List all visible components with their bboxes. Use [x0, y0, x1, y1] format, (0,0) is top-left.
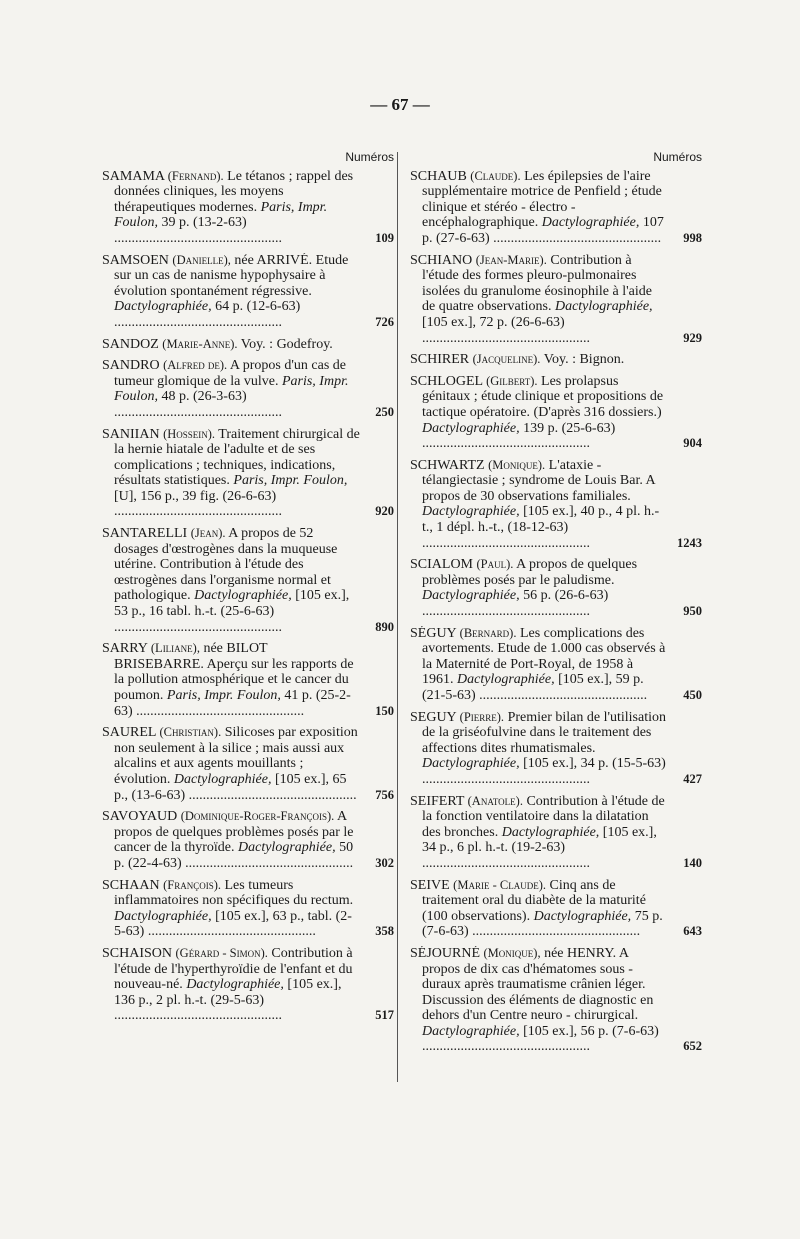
leader-dots [189, 788, 357, 803]
entry-title: née HENRY. A propos de dix cas d'hématomes sous - duraux après traumatisme crânien léger. Discussion des éléments de diagnostic en dehors d'un Centre neuro - chirurgical. [422, 945, 654, 1024]
entry-given-name: (Marie-Anne). [162, 336, 238, 351]
entry-given-name: (Fernand). [167, 168, 224, 183]
leader-dots [114, 620, 282, 635]
entry-number: 998 [683, 230, 702, 245]
entry-given-name: (Anatole). [467, 793, 523, 808]
bibliography-entry [102, 809, 394, 871]
entry-author: SAMAMA [102, 168, 165, 184]
entry-title: A propos de quelques problèmes posés par le cancer de la thyroïde. [114, 809, 354, 856]
entry-given-name: (Gilbert). [486, 373, 538, 388]
bibliography-entry [102, 725, 394, 803]
entry-number: 890 [375, 619, 394, 634]
bibliography-entry [102, 641, 394, 719]
leader-dots [422, 856, 590, 871]
left-column [102, 150, 394, 1030]
entry-title: née BILOT BRISEBARRE. Aperçu sur les rapports de la pollution atmosphérique et le cancer du poumon. [114, 641, 354, 703]
entry-author: SEIFERT [410, 793, 465, 809]
entry-author: SCHIRER [410, 352, 470, 368]
entry-given-name: (Danielle), [172, 252, 231, 267]
entry-publisher: Dactylographiée, [533, 908, 632, 924]
entry-publisher: Dactylographiée, [554, 299, 653, 315]
entry-given-name: (Liliane), [150, 641, 200, 656]
entry-title: A propos d'un cas de tumeur glomique de la vulve. [114, 358, 346, 389]
leader-dots [185, 856, 353, 871]
bibliography-entry [410, 946, 702, 1055]
entry-author: SANIIAN [102, 426, 160, 442]
entry-publisher: Dactylographiée, [114, 299, 212, 315]
entry-number: 652 [683, 1039, 702, 1054]
entry-given-name: (Claude). [470, 168, 521, 183]
entry-given-name: (Monique). [488, 457, 546, 472]
entry-title: Le tétanos ; rappel des données cliniques, les moyens thérapeutiques modernes. [114, 168, 354, 215]
entry-publisher: Dactylographiée, [422, 756, 520, 772]
entry-details: [U], 156 p., 39 fig. (26-6-63) [114, 488, 277, 504]
bibliography-entry [410, 626, 702, 704]
entry-number: 450 [683, 688, 702, 702]
entry-author: SEGUY [410, 709, 457, 725]
entry-author: SCHAAN [102, 877, 160, 893]
entry-title: Voy. : Godefroy. [240, 336, 333, 352]
entry-details: 107 p. (27-6-63) [422, 215, 664, 246]
entry-publisher: Paris, Impr. Foulon, [233, 473, 348, 489]
entry-author: SCHLOGEL [410, 373, 483, 389]
bibliography-entry [102, 526, 394, 635]
entry-publisher: Dactylographiée, [186, 977, 284, 993]
entry-publisher: Dactylographiée, [422, 588, 520, 604]
entry-title: Contribution à l'étude des formes pleuro-pulmonaires isolées du granulome éosinophile à l'aide de quatre observations. [422, 252, 652, 315]
entry-title: Contribution à l'étude de l'hyperthyroïdie de l'enfant et du nouveau-né. [114, 945, 353, 993]
entry-given-name: (Gérard - Simon). [175, 945, 268, 960]
entry-title: Premier bilan de l'utilisation de la griséofulvine dans le traitement des affections dites rhumatismales. [422, 709, 666, 756]
leader-dots [422, 1039, 590, 1054]
entry-details: [105 ex.], 59 p. (21-5-63) [422, 672, 644, 703]
entry-author: SAVOYAUD [102, 809, 178, 825]
entry-title: Les épilepsies de l'aire supplémentaire motrice de Penfield ; étude clinique et stéréo - électro - encéphalographique. [422, 168, 662, 231]
entry-details: [105 ex.], 53 p., 16 tabl. h.-t. (25-6-63) [114, 588, 350, 620]
bibliography-entry [410, 169, 702, 247]
entry-title: Cinq ans de traitement oral du diabète de la maturité (100 observations). [422, 877, 646, 924]
entry-author: SCHAUB [410, 168, 467, 184]
entry-publisher: Dactylographiée, [541, 215, 640, 231]
leader-dots [148, 924, 316, 939]
leader-dots [422, 536, 590, 551]
entry-details: 39 p. (13-2-63) [161, 215, 247, 231]
entry-publisher: Dactylographiée, [457, 672, 555, 688]
entry-details: [105 ex.], 136 p., 2 pl. h.-t. (29-5-63) [114, 977, 342, 1008]
entry-details: [105 ex.], 40 p., 4 pl. h.-t., 1 dépl. h.-t., (18-12-63) [422, 504, 660, 536]
leader-dots [114, 1008, 282, 1023]
entry-details: [105 ex.], 72 p. (26-6-63) [422, 314, 565, 330]
entry-given-name: (François). [163, 877, 221, 892]
entry-title: L'ataxie - télangiectasie ; syndrome de Louis Bar. A propos de 30 observations familiales. [422, 457, 655, 504]
entry-publisher: Dactylographiée, [422, 504, 520, 520]
entry-details: [105 ex.], 34 p. (15-5-63) [523, 756, 666, 772]
entry-details: [105 ex.], 63 p., tabl. (2-5-63) [114, 908, 352, 940]
entry-number: 643 [683, 924, 702, 939]
bibliography-entry [410, 374, 702, 452]
entry-publisher: Dactylographiée, [501, 824, 600, 840]
entry-author: SÉJOURNÉ [410, 945, 481, 961]
entry-title: Silicoses par exposition non seulement à la silice ; mais aussi aux alcalins et aux agents mouillants ; évolution. [114, 725, 358, 787]
leader-dots [479, 688, 647, 703]
leader-dots [422, 436, 590, 451]
entry-given-name: (Pierre). [459, 709, 505, 724]
right-column [410, 150, 702, 1061]
entry-number: 109 [375, 230, 394, 245]
leader-dots [422, 604, 590, 619]
right-column-header: Numéros [653, 150, 702, 164]
left-entries [102, 169, 394, 1024]
bibliography-entry [410, 794, 702, 872]
entry-number: 904 [683, 436, 702, 451]
entry-author: SANDRO [102, 358, 160, 374]
bibliography-entry [102, 946, 394, 1024]
entry-author: SARRY [102, 641, 148, 657]
entry-publisher: Dactylographiée, [422, 420, 520, 436]
entry-author: SAUREL [102, 725, 156, 741]
leader-dots [472, 924, 640, 939]
entry-publisher: Dactylographiée, [194, 588, 292, 604]
entry-number: 929 [683, 330, 702, 345]
entry-number: 358 [375, 924, 394, 939]
entry-title: Les complications des avortements. Etude de 1.000 cas observés à la Maternité de Port-Royal, de 1958 à 1961. [422, 625, 666, 688]
entry-details: [105 ex.], 34 p., 6 pl. h.-t. (19-2-63) [422, 824, 657, 856]
entry-title: A propos de quelques problèmes posés par le paludisme. [422, 557, 638, 588]
entry-details: 48 p. (26-3-63) [161, 389, 247, 405]
entry-publisher: Paris, Impr. Foulon, [114, 199, 328, 231]
entry-details: [105 ex.], 65 p., (13-6-63) [114, 771, 347, 803]
entry-number: 726 [375, 314, 394, 329]
bibliography-entry [102, 878, 394, 940]
entry-number: 756 [375, 787, 394, 802]
entry-title: A propos de 52 dosages d'œstrogènes dans la muqueuse utérine. Contribution à l'étude des œstrogènes dans l'organisme normal et pathologique. [114, 526, 338, 604]
bibliography-entry [410, 710, 702, 788]
left-column-header: Numéros [345, 150, 394, 164]
bibliography-entry [102, 427, 394, 521]
entry-title: Les tumeurs inflammatoires non spécifiques du rectum. [114, 877, 354, 909]
entry-given-name: (Alfred de). [163, 358, 228, 373]
entry-details: 50 p. (22-4-63) [114, 840, 354, 871]
entry-publisher: Dactylographiée, [422, 1023, 520, 1039]
bibliography-entry [410, 557, 702, 619]
entry-title: née ARRIVÉ. Etude sur un cas de nanisme hypophysaire à évolution spontanément régressive. [114, 252, 349, 299]
right-entries [410, 169, 702, 1055]
entry-details: 64 p. (12-6-63) [215, 299, 301, 315]
leader-dots [422, 772, 590, 787]
leader-dots [136, 704, 304, 719]
entry-number: 1243 [677, 535, 702, 550]
entry-number: 302 [375, 855, 394, 870]
entry-given-name: (Christian). [159, 725, 222, 740]
entry-number: 950 [683, 604, 702, 619]
bibliography-entry [410, 352, 702, 368]
entry-details: 139 p. (25-6-63) [523, 420, 616, 436]
entry-author: SAMSOEN [102, 252, 169, 268]
entry-given-name: (Jean-Marie). [475, 252, 547, 267]
entry-publisher: Paris, Impr. Foulon, [166, 688, 281, 703]
entry-given-name: (Jacqueline). [472, 352, 541, 367]
bibliography-entry [410, 878, 702, 940]
leader-dots [422, 331, 590, 346]
bibliography-entry [102, 253, 394, 331]
entry-given-name: (Monique), [483, 945, 541, 960]
bibliography-entry [410, 458, 702, 552]
column-divider [397, 152, 398, 1082]
entry-details: [105 ex.], 56 p. (7-6-63) [523, 1023, 659, 1039]
leader-dots [114, 504, 282, 519]
entry-details: 75 p. (7-6-63) [422, 908, 663, 940]
entry-number: 140 [683, 855, 702, 870]
entry-title: Contribution à l'étude de la fonction ventilatoire dans la dilatation des bronches. [422, 793, 665, 840]
leader-dots [114, 405, 282, 420]
entry-publisher: Dactylographiée, [238, 840, 336, 856]
bibliography-entry [102, 337, 394, 353]
bibliography-entry [410, 253, 702, 347]
entry-number: 920 [375, 504, 394, 519]
entry-given-name: (Marie - Claude). [453, 877, 546, 892]
entry-number: 150 [375, 703, 394, 718]
bibliography-entry [102, 358, 394, 420]
entry-number: 250 [375, 404, 394, 419]
entry-given-name: (Paul). [476, 557, 514, 572]
page-number: — 67 — [370, 95, 430, 114]
entry-author: SCHIANO [410, 252, 473, 268]
entry-publisher: Dactylographiée, [114, 908, 212, 924]
entry-author: SCIALOM [410, 557, 474, 573]
entry-publisher: Dactylographiée, [173, 771, 272, 787]
leader-dots [493, 231, 661, 246]
entry-given-name: (Hossein). [163, 426, 216, 441]
entry-author: SANTARELLI [102, 526, 188, 542]
bibliography-entry [102, 169, 394, 247]
entry-title: Traitement chirurgical de la hernie hiatale de l'adulte et de ses complications ; techniques, indications, résultats statistiques. [114, 426, 360, 489]
entry-title: Les prolapsus génitaux ; étude clinique et propositions de tactique opératoire. (D'après 316 dossiers.) [422, 373, 664, 420]
entry-author: SANDOZ [102, 336, 159, 352]
entry-number: 427 [683, 771, 702, 786]
leader-dots [114, 231, 282, 246]
entry-given-name: (Bernard). [459, 625, 517, 640]
entry-author: SCHAISON [102, 945, 173, 961]
entry-number: 517 [375, 1008, 394, 1023]
entry-author: SÉGUY [410, 625, 457, 641]
leader-dots [114, 315, 282, 330]
entry-given-name: (Jean). [190, 526, 226, 541]
entry-title: Voy. : Bignon. [543, 352, 625, 368]
entry-details: 41 p. (25-2-63) [114, 688, 351, 719]
entry-details: 56 p. (26-6-63) [523, 588, 609, 604]
entry-publisher: Paris, Impr. Foulon, [114, 373, 349, 405]
entry-given-name: (Dominique-Roger-François). [180, 809, 335, 824]
entry-author: SEIVE [410, 877, 450, 893]
entry-author: SCHWARTZ [410, 457, 485, 473]
